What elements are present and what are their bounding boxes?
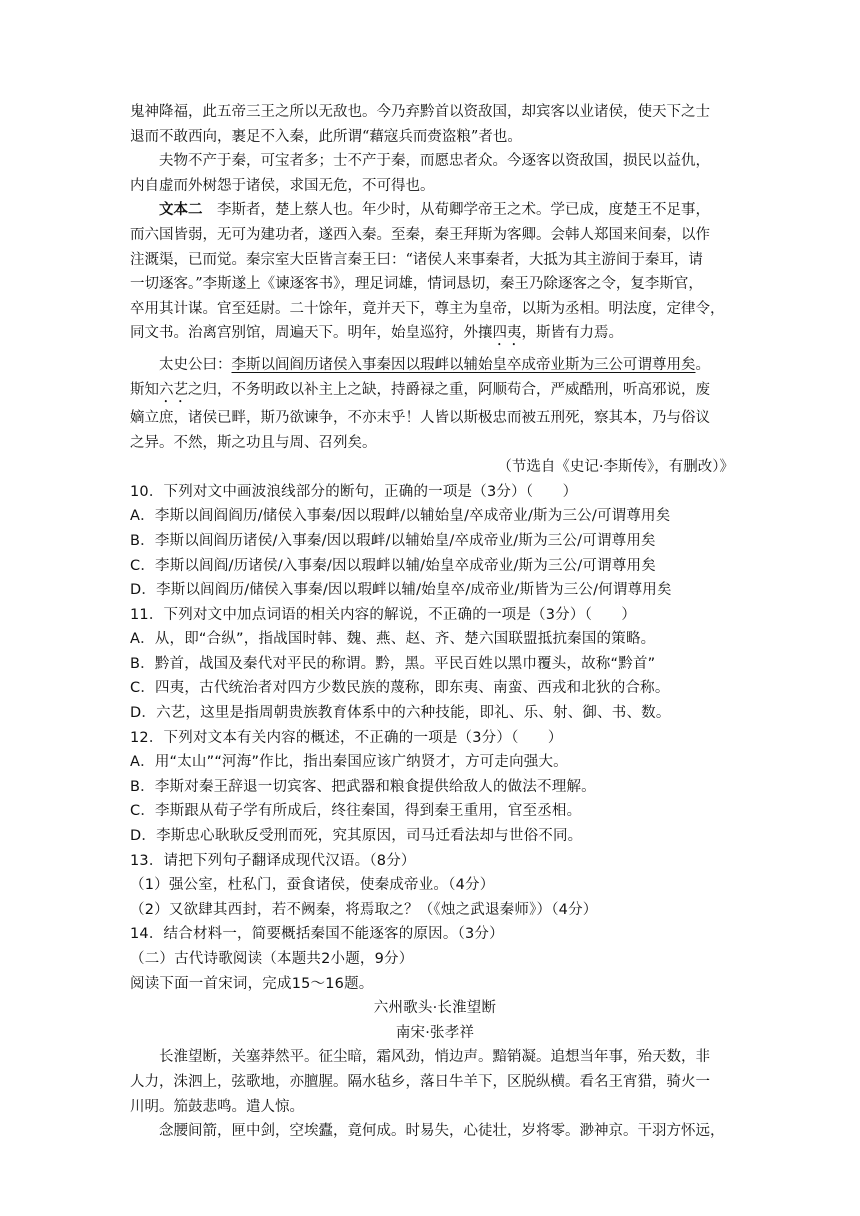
poem-line: 长淮望断，关塞莽然平。征尘暗，霜风劲，悄边声。黯销凝。追想当年事，殆天数，非 (159, 1049, 710, 1066)
question-13-1: （1）强公室，杜私门，蚕食诸侯，使秦成帝业。（4分） (130, 877, 495, 894)
option-12d: D．李斯忠心耿耿反受刑而死，究其原因，司马迁看法却与世俗不同。 (130, 828, 583, 845)
option-10d: D．李斯以闾阎历/储侯入事秦/因以瑕衅以辅/始皇卒/成帝业/斯皆为三公/何谓尊用矣 (130, 582, 672, 599)
poem-line: 川明。笳鼓悲鸣。遣人惊。 (130, 1098, 304, 1115)
option-12b: B．李斯对秦王辞退一切宾客、把武器和粮食提供给敌人的做法不理解。 (130, 778, 596, 795)
passage-text: 。 (695, 357, 710, 374)
passage-line: 嫡立庶，诸侯已畔，斯乃欲谏争，不亦末乎！人皆以斯极忠而被五刑死，察其本，乃与俗议 (130, 409, 710, 426)
poem-line: 念腰间箭，匣中剑，空埃蠹，竟何成。时易失，心徒壮，岁将零。渺神京。干羽方怀远， (159, 1123, 725, 1140)
passage-line (130, 353, 740, 378)
passage-line (130, 321, 740, 349)
option-11b: B．黔首，战国及秦代对平民的称谓。黔，黑。平民百姓以黑巾覆头，故称“黔首” (130, 655, 656, 672)
question-13-2: （2）又欲肆其西封，若不阙秦，将焉取之？（《烛之武退秦师》）（4分） (130, 901, 598, 918)
option-11d: D．六艺，这里是指周朝贵族教育体系中的六种技能，即礼、乐、射、御、书、数。 (130, 705, 671, 722)
section-2-intro: 阅读下面一首宋词，完成15～16题。 (130, 975, 374, 992)
poem-author: 南宋·张孝祥 (395, 1024, 475, 1041)
option-12c: C．李斯跟从荀子学有所成后，终往秦国，得到秦王重用，官至丞相。 (130, 803, 582, 820)
passage-text: 李斯者，楚上蔡人也。年少时，从荀卿学帝王之术。学已成，度楚王不足事， (217, 202, 710, 219)
passage-line (130, 378, 740, 406)
option-10c: C．李斯以闾阎/历诸侯/入事秦/因以瑕衅以辅/始皇卒成帝业/斯为三公/可谓尊用矣 (130, 557, 656, 574)
poem-title: 六州歌头·长淮望断 (373, 1000, 497, 1017)
passage-line: 之异。不然，斯之功且与周、召列矣。 (130, 434, 377, 451)
passage-line: 夫物不产于秦，可宝者多；士不产于秦，而愿忠者众。今逐客以资敌国，损民以益仇， (159, 153, 710, 170)
wavy-underlined-text: 李斯以闾阎历诸侯入事秦因以瑕衅以辅始皇卒成帝业斯为三公可谓尊用矣 (231, 357, 696, 374)
passage-line: 鬼神降福，此五帝三王之所以无敌也。今乃弃黔首以资敌国，却宾客以业诸侯，使天下之士 (130, 104, 710, 120)
text-column (130, 100, 740, 1144)
question-14: 14．结合材料一，简要概括秦国不能逐客的原因。（3分） (130, 926, 504, 943)
passage-line: 一切逐客。”李斯遂上《谏逐客书》，理足词雄，情词恳切，秦王乃除逐客之令，复李斯官， (130, 276, 703, 293)
question-13: 13．请把下列句子翻译成现代汉语。（8分） (130, 852, 416, 869)
passage-line: 内自虚而外树怨于诸侯，求国无危，不可得也。 (130, 177, 435, 194)
option-10a: A．李斯以闾阎阎历/储侯入事秦/因以瑕衅/以辅始皇/卒成帝业/斯为三公/可谓尊用矣 (130, 508, 671, 525)
passage-line: 注溉渠，已而觉。秦宗室大臣皆言秦王曰：“诸侯人来事秦者，大抵为其主游间于秦耳，请 (130, 251, 703, 268)
passage-text: 同文书。治离宫别馆，周遍天下。明年，始皇巡狩，外攘 (130, 325, 493, 342)
poem-line: 人力，洙泗上，弦歌地，亦膻腥。隔水毡乡，落日牛羊下，区脱纵横。看名王宵猎，骑火一 (130, 1073, 710, 1090)
passage-line: 而六国皆弱，无可为建功者，遂西入秦。至秦，秦王拜斯为客卿。会韩人郑国来间秦，以作 (130, 226, 710, 243)
option-10b: B．李斯以闾阎历诸侯/入事秦/因以瑕衅/以辅始皇/卒成帝业/斯为三公/可谓尊用矣 (130, 532, 656, 549)
dotted-word-siyi: 四夷 (492, 325, 522, 342)
passage-text: 太史公曰： (159, 357, 232, 374)
passage-text: 之归，不务明政以补主上之缺，持爵禄之重，阿顺苟合，严威酷刑，听高邪说，废 (188, 381, 710, 398)
dotted-word-liuyi: 六艺 (159, 381, 188, 398)
passage-text: ，斯皆有力焉。 (521, 325, 623, 342)
option-12a: A．用“太山”“河海”作比，指出秦国应该广纳贤才，方可走向强大。 (130, 754, 568, 771)
source-citation: （节选自《史记·李斯传》，有删改）》 (497, 459, 734, 476)
text2-label: 文本二 (159, 201, 203, 219)
passage-line (130, 198, 740, 223)
option-11c: C．四夷，古代统治者对四方少数民族的蔑称，即东夷、南蛮、西戎和北狄的合称。 (130, 680, 670, 697)
question-11: 11．下列对文中加点词语的相关内容的解说，不正确的一项是（3分）（ ） (130, 606, 637, 623)
question-10: 10．下列对文中画波浪线部分的断句，正确的一项是（3分）（ ） (130, 483, 578, 500)
passage-text: 斯知 (130, 381, 159, 398)
passage-line: 卒用其计谋。官至廷尉。二十馀年，竟并天下，尊主为皇帝，以斯为丞相。明法度，定律令， (130, 300, 725, 317)
option-11a: A．从，即“合纵”，指战国时韩、魏、燕、赵、齐、楚六国联盟抵抗秦国的策略。 (130, 631, 656, 648)
section-2-heading: （二）古代诗歌阅读（本题共2小题，9分） (130, 951, 414, 967)
passage-line: 退而不敢西向，裹足不入秦，此所谓“藉寇兵而赍盗粮”者也。 (130, 128, 522, 145)
question-12: 12．下列对文本有关内容的概述，不正确的一项是（3分）（ ） (130, 729, 563, 746)
